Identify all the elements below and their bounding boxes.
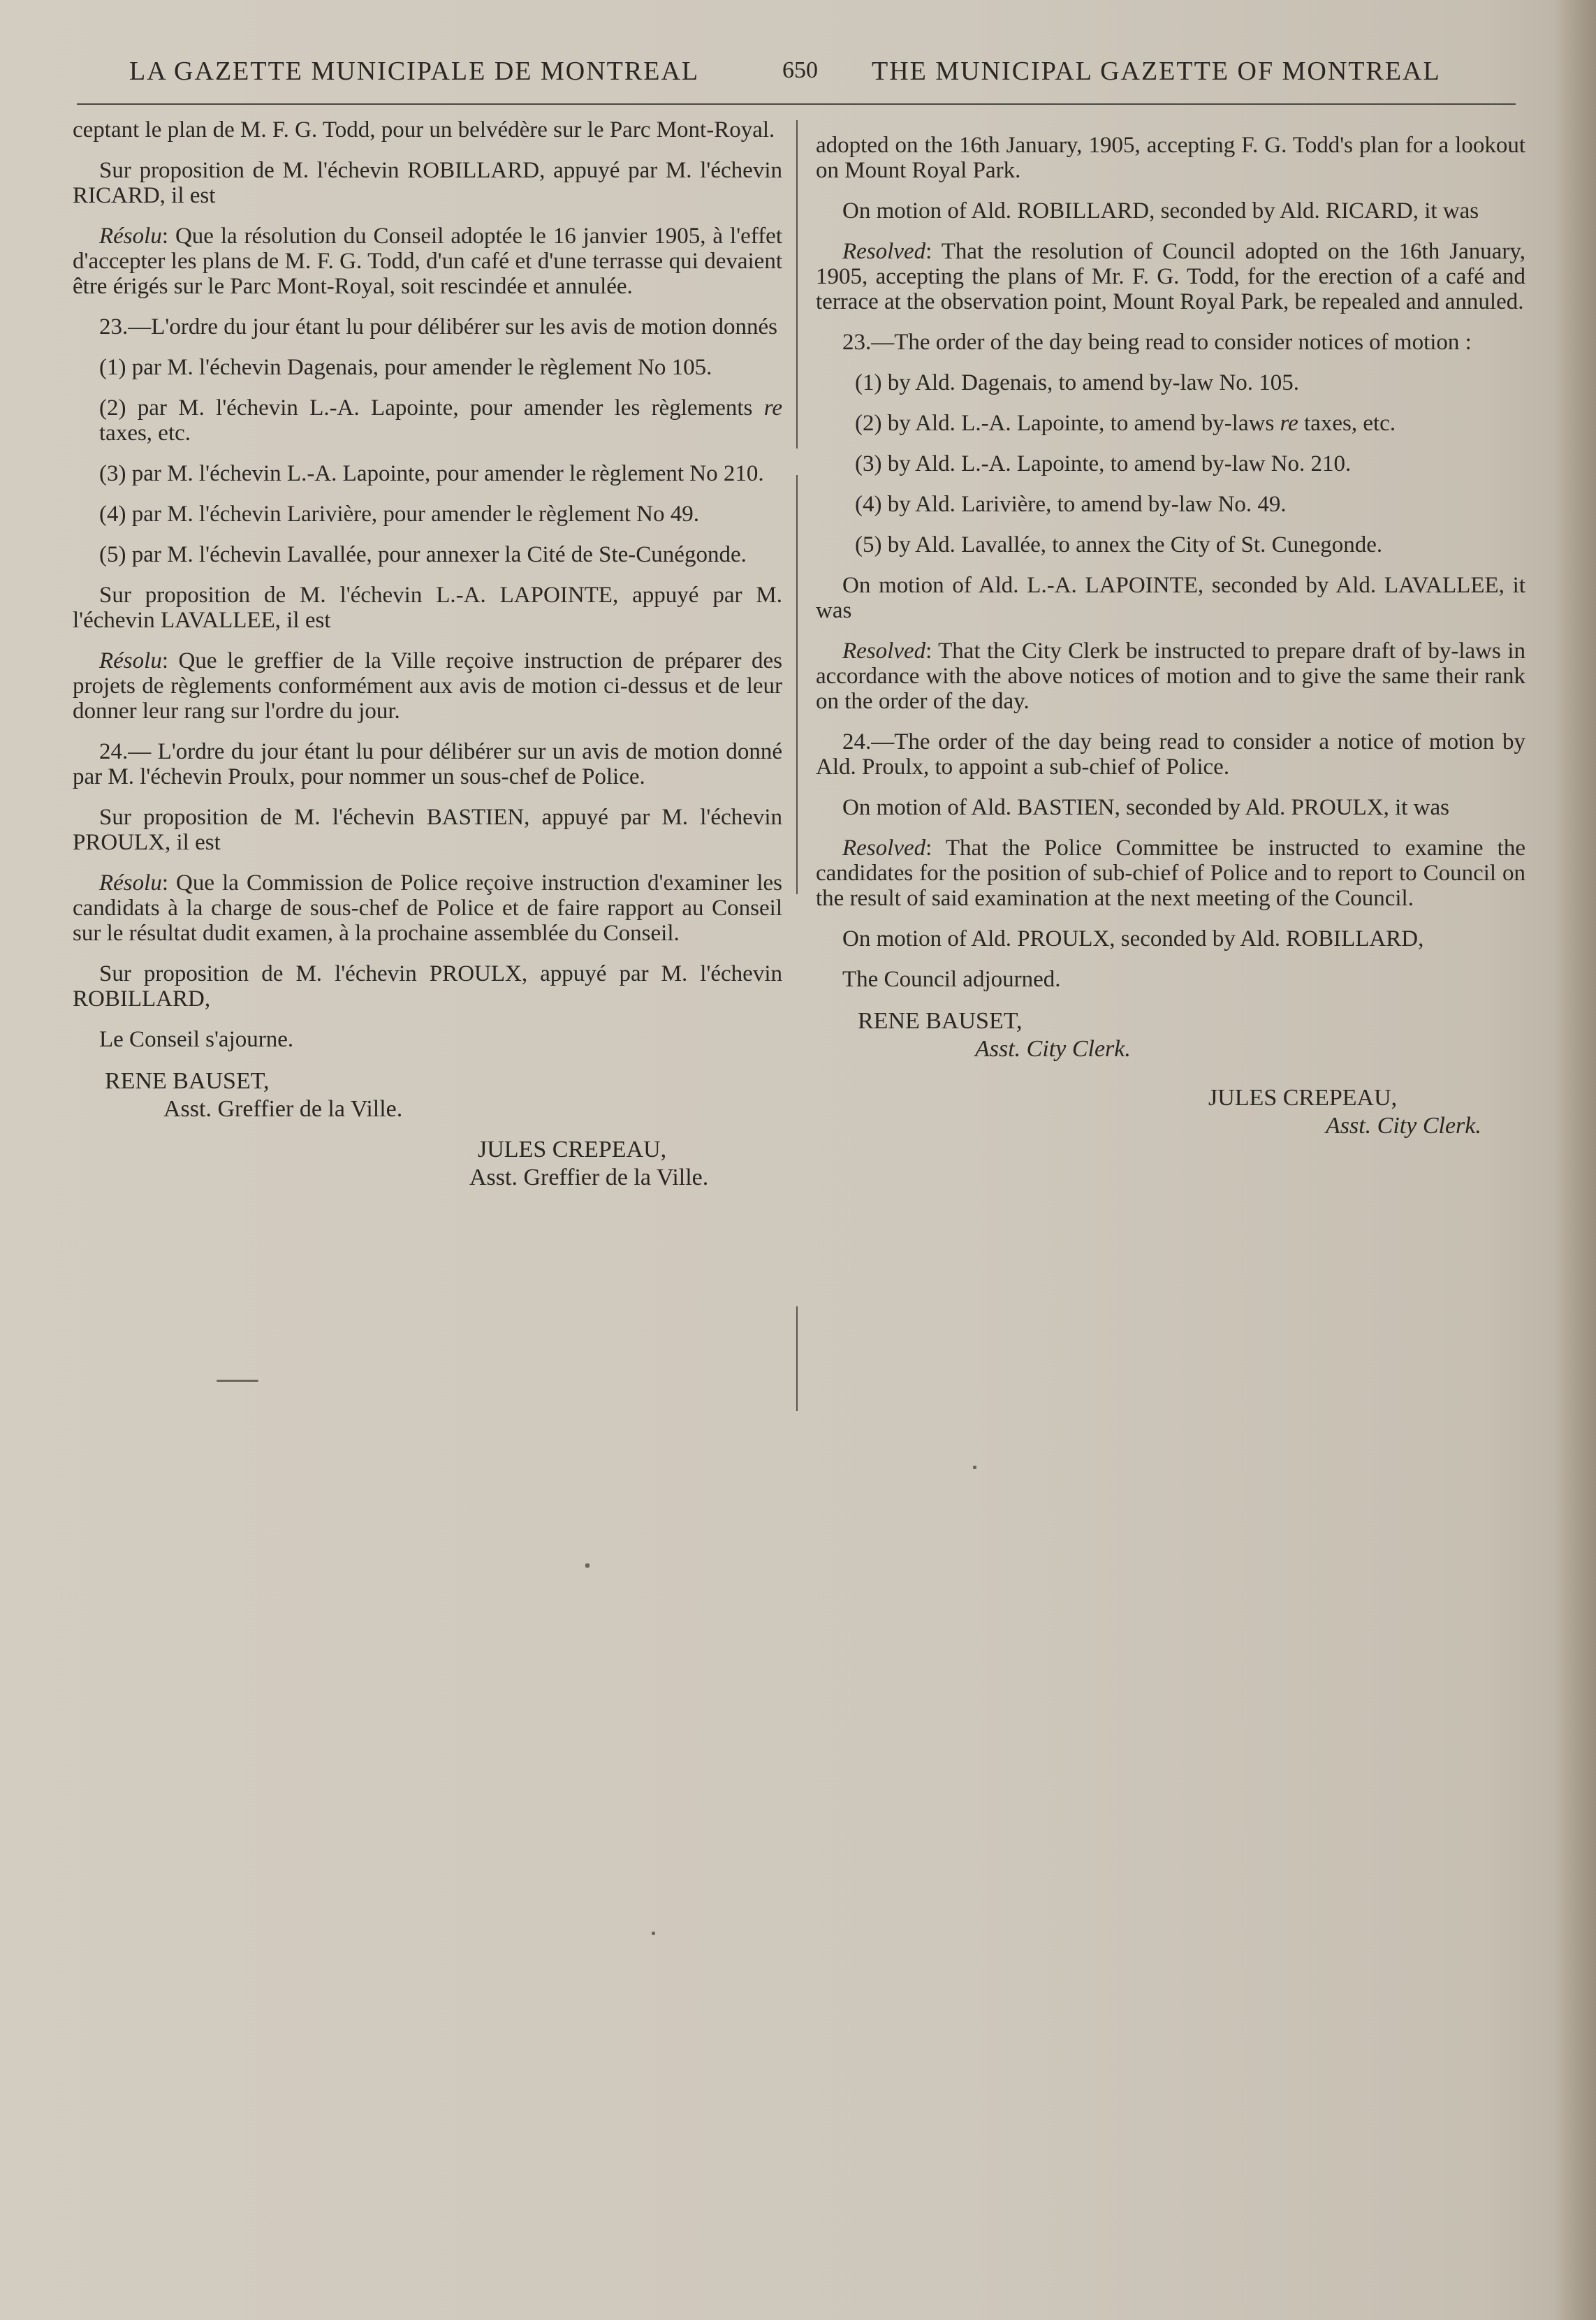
resolution-text: : That the City Clerk be instructed to prepare draft of by-laws in accordance with the above notices of motion and to give the same their rank on the order of the day. xyxy=(816,639,1525,714)
motion-item: (5) par M. l'échevin Lavallée, pour annexer la Cité de Ste-Cunégonde. xyxy=(99,542,747,567)
motion-item: (4) par M. l'échevin Larivière, pour amender le règlement No 49. xyxy=(99,502,700,527)
paragraph xyxy=(816,836,1525,911)
paragraph: On motion of Ald. BASTIEN, seconded by Ald. PROULX, it was xyxy=(842,795,1449,820)
paragraph: Le Conseil s'ajourne. xyxy=(99,1027,294,1052)
column-divider xyxy=(796,120,798,448)
paragraph: On motion of Ald. PROULX, seconded by Ald. ROBILLARD, xyxy=(842,926,1424,951)
paragraph: 23.—L'ordre du jour étant lu pour délibérer sur les avis de motion donnés xyxy=(99,314,777,340)
motion-item: (1) par M. l'échevin Dagenais, pour amender le règlement No 105. xyxy=(99,355,712,380)
paragraph: The Council adjourned. xyxy=(842,967,1061,992)
motion-text: (2) by Ald. L.-A. Lapointe, to amend by-laws xyxy=(855,411,1280,436)
resolution-label: Résolu xyxy=(99,870,162,896)
paragraph: On motion of Ald. ROBILLARD, seconded by Ald. RICARD, it was xyxy=(842,198,1479,224)
resolution-text: : Que la résolution du Conseil adoptée le 16 janvier 1905, à l'effet d'accepter les plans de M. F. G. Todd, d'un café et d'une terrasse qui devaient être érigés sur le Parc Mont-Royal, soit rescindée et annulée. xyxy=(73,224,782,299)
ink-speck xyxy=(585,1563,590,1568)
paragraph: Sur proposition de M. l'échevin PROULX, appuyé par M. l'échevin ROBILLARD, xyxy=(73,961,782,1012)
motion-text-italic: re xyxy=(763,395,782,421)
page-header xyxy=(0,56,1596,105)
paragraph: adopted on the 16th January, 1905, accepting F. G. Todd's plan for a lookout on Mount Royal Park. xyxy=(816,133,1525,183)
paragraph xyxy=(73,870,782,946)
paragraph xyxy=(816,239,1525,314)
english-column xyxy=(816,133,1525,1140)
paragraph: On motion of Ald. L.-A. LAPOINTE, seconded by Ald. LAVALLEE, it was xyxy=(816,573,1525,623)
paragraph: 24.—The order of the day being read to consider a notice of motion by Ald. Proulx, to appoint a sub-chief of Police. xyxy=(816,729,1525,780)
motion-text: taxes, etc. xyxy=(99,421,191,446)
paragraph: 24.— L'ordre du jour étant lu pour délibérer sur un avis de motion donné par M. l'échevin Proulx, pour nommer un sous-chef de Police. xyxy=(73,739,782,789)
header-title-english: THE MUNICIPAL GAZETTE OF MONTREAL xyxy=(872,57,1441,86)
resolution-text: : Que le greffier de la Ville reçoive instruction de préparer des projets de règlements conformément aux avis de motion ci-dessus et de leur donner leur rang sur l'ordre du jour. xyxy=(73,648,782,724)
header-title-french: LA GAZETTE MUNICIPALE DE MONTREAL xyxy=(129,57,700,86)
paragraph: Sur proposition de M. l'échevin ROBILLARD, appuyé par M. l'échevin RICARD, il est xyxy=(73,158,782,208)
paragraph xyxy=(73,648,782,724)
signature-title: Asst. City Clerk. xyxy=(1326,1113,1481,1139)
page-number: 650 xyxy=(782,57,818,83)
motion-text-italic: re xyxy=(1280,411,1298,436)
paragraph xyxy=(816,639,1525,714)
french-column xyxy=(73,117,782,1192)
paragraph: Sur proposition de M. l'échevin L.-A. LAPOINTE, appuyé par M. l'échevin LAVALLEE, il est xyxy=(73,583,782,633)
paragraph xyxy=(73,224,782,299)
signature-title: Asst. City Clerk. xyxy=(975,1036,1131,1062)
motion-item: (4) by Ald. Larivière, to amend by-law No. 49. xyxy=(855,492,1287,517)
motion-item: (3) par M. l'échevin L.-A. Lapointe, pour amender le règlement No 210. xyxy=(99,461,764,486)
header-rule xyxy=(77,103,1516,105)
resolution-text: : Que la Commission de Police reçoive instruction d'examiner les candidats à la charge de sous-chef de Police et de faire rapport au Conseil sur le résultat dudit examen, à la prochaine assemblée du Conseil. xyxy=(73,870,782,946)
motion-text: (2) par M. l'échevin L.-A. Lapointe, pour amender les règlements xyxy=(99,395,764,421)
paragraph: Sur proposition de M. l'échevin BASTIEN, appuyé par M. l'échevin PROULX, il est xyxy=(73,805,782,855)
paragraph: 23.—The order of the day being read to consider notices of motion : xyxy=(842,330,1472,355)
motion-item xyxy=(73,395,782,446)
motion-item: (5) by Ald. Lavallée, to annex the City of St. Cunegonde. xyxy=(855,532,1383,557)
motion-item xyxy=(816,411,1525,436)
ink-speck xyxy=(652,1932,655,1935)
motion-text: taxes, etc. xyxy=(1298,411,1396,436)
paragraph: ceptant le plan de M. F. G. Todd, pour un belvédère sur le Parc Mont-Royal. xyxy=(73,117,775,143)
resolution-text: : That the Police Committee be instructed to examine the candidates for the position of sub-chief of Police and to report to Council on the result of said examination at the next meeting of the Council. xyxy=(816,836,1525,911)
motion-item: (1) by Ald. Dagenais, to amend by-law No. 105. xyxy=(855,370,1300,395)
resolution-label: Résolu xyxy=(99,648,162,673)
resolution-label: Resolved xyxy=(842,239,926,264)
resolution-label: Résolu xyxy=(99,224,162,249)
ink-speck xyxy=(217,1380,258,1382)
signature-title: Asst. Greffier de la Ville. xyxy=(469,1165,709,1190)
motion-item: (3) by Ald. L.-A. Lapointe, to amend by-law No. 210. xyxy=(855,451,1352,476)
signature-name: RENE BAUSET, xyxy=(105,1068,270,1094)
column-divider xyxy=(796,475,798,894)
signature-name: RENE BAUSET, xyxy=(858,1008,1023,1034)
signature-title: Asst. Greffier de la Ville. xyxy=(163,1096,403,1122)
ink-speck xyxy=(973,1466,976,1469)
page-edge-shadow xyxy=(1554,0,1596,2320)
resolution-label: Resolved xyxy=(842,836,926,861)
resolution-label: Resolved xyxy=(842,639,926,664)
signature-name: JULES CREPEAU, xyxy=(478,1137,667,1162)
resolution-text: : That the resolution of Council adopted on the 16th January, 1905, accepting the plans of Mr. F. G. Todd, for the erection of a café and terrace at the observation point, Mount Royal Park, be repealed and annuled. xyxy=(816,239,1525,314)
signature-name: JULES CREPEAU, xyxy=(1208,1085,1398,1111)
column-divider xyxy=(796,1306,798,1411)
